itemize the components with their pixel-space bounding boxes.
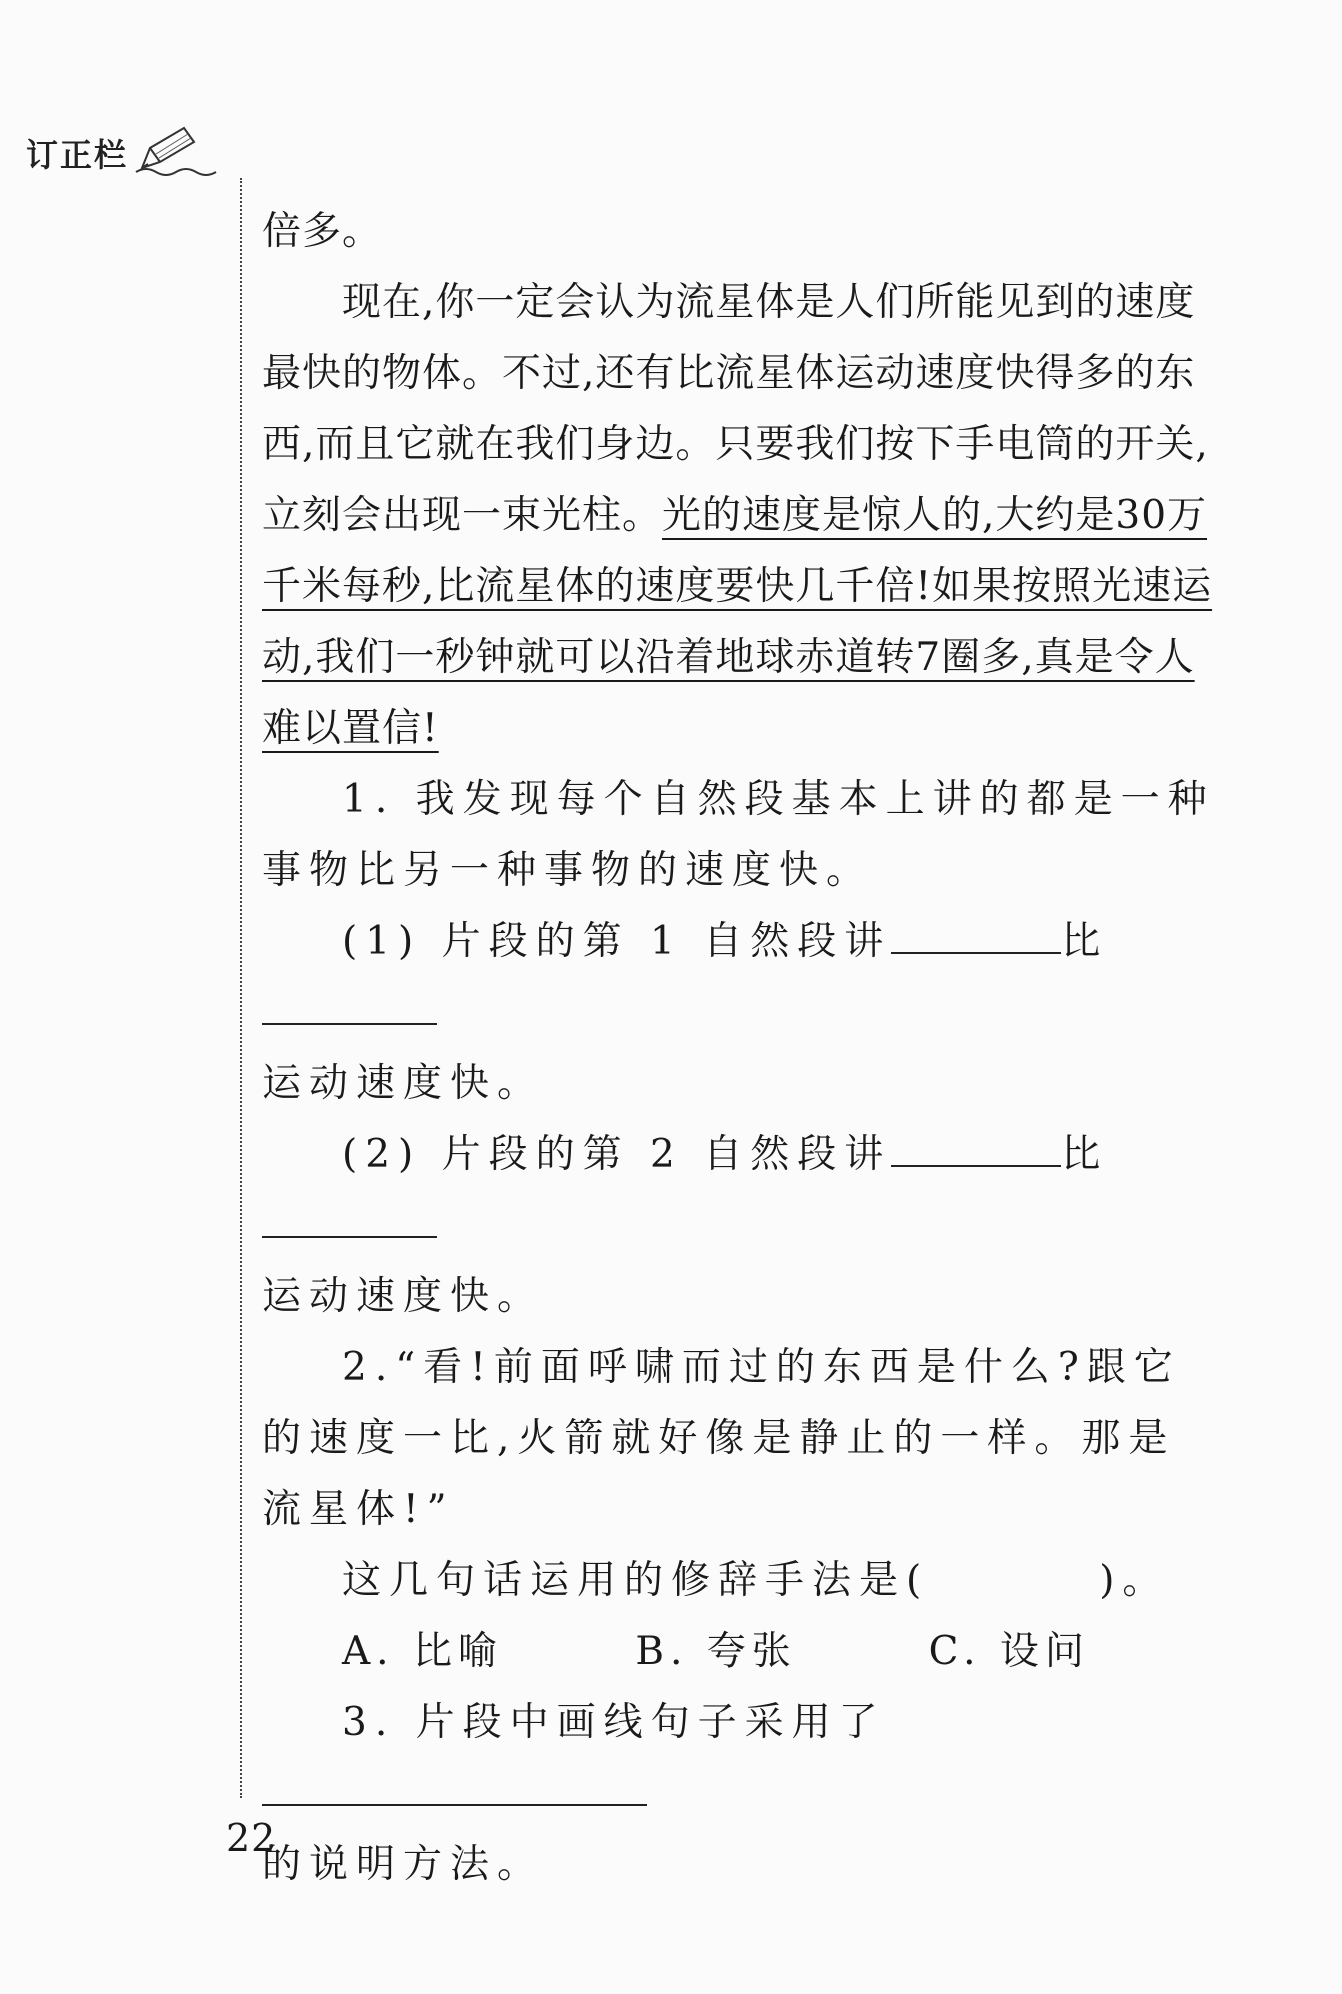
reading-passage [262,196,1222,1900]
sub-2-mid: 比 [1061,1132,1109,1177]
sub-2-suffix: 运动速度快。 [262,1274,545,1319]
passage-paragraph: 倍多。 [262,209,383,254]
answer-blank[interactable] [891,951,1061,954]
passage-paragraph [262,267,1222,764]
pencil-icon [132,124,224,176]
question-1-sub-1 [262,906,1222,1119]
correction-column-header [26,124,224,176]
question-3-suffix: 的说明方法。 [262,1842,545,1887]
question-3-prefix: 3. 片段中画线句子采用了 [342,1700,886,1745]
binding-margin-line [240,178,242,1798]
question-3 [262,1687,1222,1900]
option-c[interactable]: C. 设问 [928,1629,1090,1674]
sub-1-prefix: (1) 片段的第 1 自然段讲 [342,919,892,964]
question-1-stem: 1. 我发现每个自然段基本上讲的都是一种事物比另一种事物的速度快。 [262,777,1215,893]
prompt-suffix: )。 [1099,1558,1170,1603]
underlined-sentence: 光的速度是惊人的,大约是30万千米每秒,比流星体的速度要快几千倍!如果按照光速运动,我们一秒钟就可以沿着地球赤道转7圈多,真是令人难以置信! [262,493,1213,751]
answer-blank[interactable] [891,1164,1061,1167]
option-a[interactable]: A. 比喻 [342,1629,503,1674]
answer-blank[interactable] [262,1235,437,1238]
prompt-prefix: 这几句话运用的修辞手法是( [342,1558,930,1603]
answer-blank[interactable] [262,1022,437,1025]
question-2-stem: 2.“看!前面呼啸而过的东西是什么?跟它的速度一比,火箭就好像是静止的一样。那是流星体!” [262,1345,1181,1532]
option-b[interactable]: B. 夸张 [635,1629,797,1674]
question-1-sub-2 [262,1119,1222,1332]
question-2-options [262,1616,1222,1687]
question-2-prompt [262,1545,1222,1616]
passage-text: 现在,你一定会认为流星体是人们所能见到的速度最快的物体。不过,还有比流星体运动速度快得多的东西,而且它就在我们身边。只要我们按下手电筒的开关,立刻会出现一束光柱。 [262,280,1209,538]
page-number: 22 [226,1816,277,1860]
sub-1-suffix: 运动速度快。 [262,1061,545,1106]
sub-1-mid: 比 [1061,919,1109,964]
correction-column-title: 订正栏 [26,136,129,174]
answer-blank[interactable] [262,1803,647,1806]
sub-2-prefix: (2) 片段的第 2 自然段讲 [342,1132,892,1177]
